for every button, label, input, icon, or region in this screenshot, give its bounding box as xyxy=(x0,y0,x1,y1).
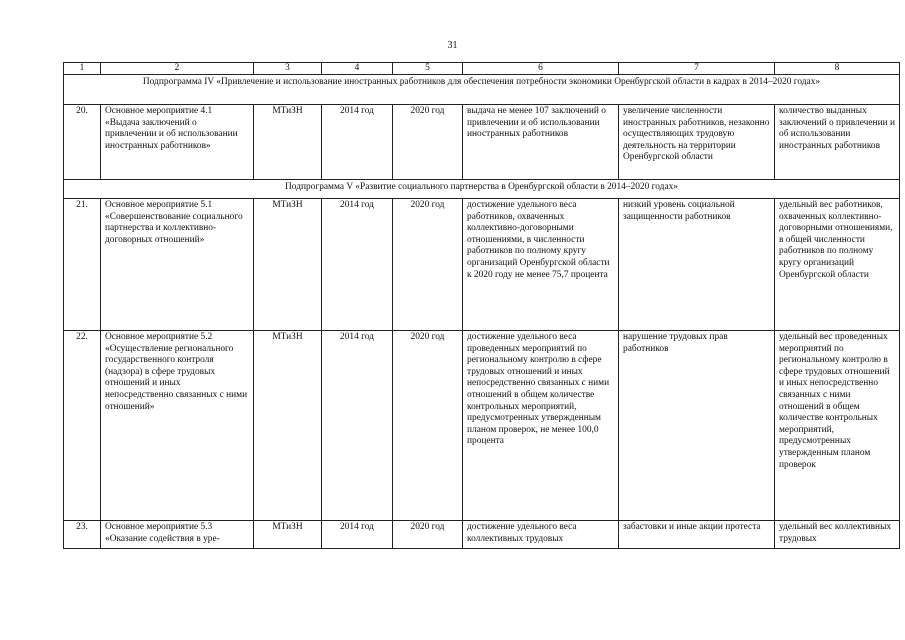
indicator-link: количество выданных заключений о привлечении и об использовании иностранных работников xyxy=(775,105,900,180)
table-row xyxy=(64,331,900,521)
end-year: 2020 год xyxy=(393,521,463,549)
end-year: 2020 год xyxy=(393,331,463,521)
row-number: 21. xyxy=(64,199,101,331)
measure-name: Основное мероприятие 5.3 «Оказание содействия в уре- xyxy=(101,521,254,549)
subprogram-header-row xyxy=(64,75,900,105)
row-number: 20. xyxy=(64,105,101,180)
column-header: 5 xyxy=(393,63,463,75)
column-header-row xyxy=(64,63,900,75)
column-header: 4 xyxy=(322,63,393,75)
column-header: 2 xyxy=(101,63,254,75)
measures-table xyxy=(63,62,900,549)
subprogram-header-row xyxy=(64,180,900,199)
row-number: 23. xyxy=(64,521,101,549)
start-year: 2014 год xyxy=(322,105,393,180)
row-number: 22. xyxy=(64,331,101,521)
page-number: 31 xyxy=(447,40,458,51)
end-year: 2020 год xyxy=(393,199,463,331)
non-implementation-consequence: низкий уровень социальной защищенности работников xyxy=(619,199,775,331)
subprogram-v-title: Подпрограмма V «Развитие социального партнерства в Оренбургской области в 2014–2020 годах» xyxy=(64,180,900,199)
start-year: 2014 год xyxy=(322,331,393,521)
column-header: 3 xyxy=(254,63,322,75)
executor: МТиЗН xyxy=(254,199,322,331)
column-header: 1 xyxy=(64,63,101,75)
measure-name: Основное мероприятие 5.2 «Осуществление регионального государственного контроля (надзора) в сфере трудовых отношений и иных непосредственно связанных с ними отношений» xyxy=(101,331,254,521)
table-row xyxy=(64,199,900,331)
non-implementation-consequence: нарушение трудовых прав работников xyxy=(619,331,775,521)
indicator-link: удельный вес работников, охваченных коллективно-договорными отношениями, в общей численности работников по полному кругу организаций Оренбургской области xyxy=(775,199,900,331)
non-implementation-consequence: забастовки и иные акции протеста xyxy=(619,521,775,549)
non-implementation-consequence: увеличение численности иностранных работников, незаконно осуществляющих трудовую деятельность на территории Оренбургской области xyxy=(619,105,775,180)
end-year: 2020 год xyxy=(393,105,463,180)
table-row xyxy=(64,105,900,180)
column-header: 8 xyxy=(775,63,900,75)
expected-result: выдача не менее 107 заключений о привлечении и об использовании иностранных работников xyxy=(463,105,619,180)
table-row xyxy=(64,521,900,549)
indicator-link: удельный вес проведенных мероприятий по региональному контролю в сфере трудовых отношений и иных непосредственно связанных с ними отношений в общем количестве контрольных мероприятий, предусмотренных утвержденным планом проверок xyxy=(775,331,900,521)
executor: МТиЗН xyxy=(254,331,322,521)
executor: МТиЗН xyxy=(254,105,322,180)
executor: МТиЗН xyxy=(254,521,322,549)
start-year: 2014 год xyxy=(322,521,393,549)
expected-result: достижение удельного веса работников, охваченных коллективно-договорными отношениями, в численности работников по полному кругу организаций Оренбургской области к 2020 году не менее 75,7 процента xyxy=(463,199,619,331)
measure-name: Основное мероприятие 4.1 «Выдача заключений о привлечении и об использовании иностранных работников» xyxy=(101,105,254,180)
column-header: 6 xyxy=(463,63,619,75)
indicator-link: удельный вес коллективных трудовых xyxy=(775,521,900,549)
start-year: 2014 год xyxy=(322,199,393,331)
expected-result: достижение удельного веса проведенных мероприятий по региональному контролю в сфере трудовых отношений и иных непосредственно связанных с ними отношений в общем количестве контрольных мероприятий, предусмотренных утвержденным планом проверок, не менее 100,0 процента xyxy=(463,331,619,521)
expected-result: достижение удельного веса коллективных трудовых xyxy=(463,521,619,549)
subprogram-iv-title: Подпрограмма IV «Привлечение и использование иностранных работников для обеспечения потребности экономики Оренбургской области в кадрах в 2014–2020 годах» xyxy=(64,75,900,105)
column-header: 7 xyxy=(619,63,775,75)
measure-name: Основное мероприятие 5.1 «Совершенствование социального партнерства и коллективно-договорных отношений» xyxy=(101,199,254,331)
